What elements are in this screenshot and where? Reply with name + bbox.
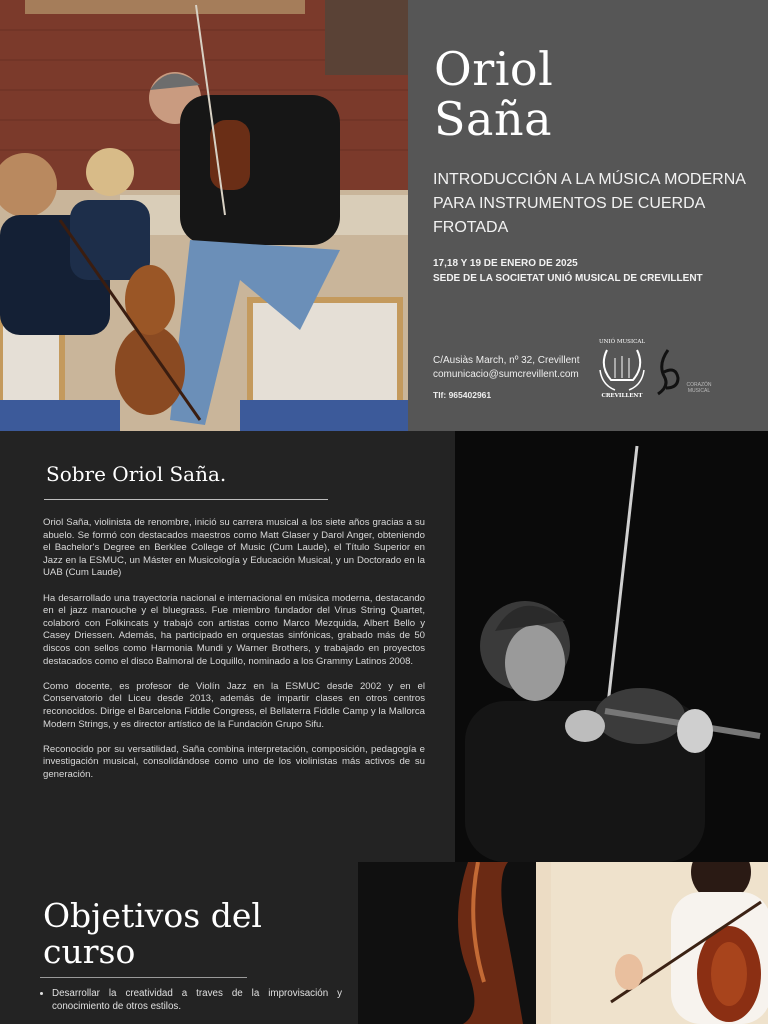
about-paragraph: Reconocido por su versatilidad, Saña combina interpretación, composición, pedagogía e investigación musical, consolidándose como uno de los violinistas más activos de su generación. xyxy=(43,743,425,780)
objectives-heading-line-2: curso xyxy=(43,932,136,971)
title-line-1: Oriol xyxy=(434,42,554,96)
hero-photo-workshop xyxy=(0,0,408,431)
event-venue: SEDE DE LA SOCIETAT UNIÓ MUSICAL DE CREVILLENT xyxy=(433,273,703,284)
contact-email[interactable]: comunicacio@sumcrevillent.com xyxy=(433,369,579,380)
title-line-2: Saña xyxy=(434,92,552,146)
violinist-portrait xyxy=(455,431,768,862)
corazon-musical-logo xyxy=(650,348,720,400)
portrait-illustration xyxy=(455,431,768,862)
objective-item: • Desarrollar la creatividad a traves de la improvisación y conocimiento de otros estilos. xyxy=(52,987,342,1013)
objectives-divider xyxy=(40,977,247,978)
about-body xyxy=(43,517,425,794)
about-paragraph: Ha desarrollado una trayectoria nacional e internacional en música moderna, destacando en el jazz manouche y el bluegrass. Fue miembro fundador del Virus String Quartet, colaboró con Folkincats y trabajó con artistas como Marco Mezquida, Albert Bello y Casey Driessen. Además, ha participado en orquestas sinfónicas, grabado más de 50 discos con sellos como Harmonia Mundi y Warner Brothers, y trabajado en proyectos destacados como el disco Balmoral de Loquillo, nominado a los Grammy Latinos 2008. xyxy=(43,592,425,667)
about-paragraph: Oriol Saña, violinista de renombre, inició su carrera musical a los siete años gracias a su abuelo. Se formó con destacados maestros como Matt Glaser y Darol Anger, obteniendo el Bachelor's Degree en Berklee College of Music (Cum Laude), el Título Superior en Jazz en la ESMUC, un Máster en Musicología y Educación Musical, y un Doctorado en la UAB (Cum Laude) xyxy=(43,517,425,579)
objectives-list xyxy=(42,987,342,1013)
logo-unio-top-text: UNIÓ MUSICAL xyxy=(599,339,645,345)
event-dates-venue xyxy=(433,256,753,286)
workshop-illustration xyxy=(0,0,408,431)
contact-address: C/Ausiàs March, nº 32, Crevillent xyxy=(433,355,580,366)
contact-info xyxy=(433,354,579,402)
child-violin-illustration xyxy=(551,862,768,1024)
event-dates: 17,18 Y 19 DE ENERO DE 2025 xyxy=(433,258,578,269)
logo-unio-bottom-text: CREVILLENT xyxy=(601,393,643,399)
course-title xyxy=(434,44,553,144)
objectives-heading-line-1: Objetivos del xyxy=(43,896,262,935)
violin-scroll-illustration xyxy=(358,862,551,1024)
child-violin-photo xyxy=(551,862,768,1024)
about-heading: Sobre Oriol Saña. xyxy=(46,462,227,486)
logo-corazon-text: CORAZÓN MUSICAL xyxy=(686,382,712,394)
objectives-heading xyxy=(43,898,343,970)
about-divider xyxy=(44,499,328,500)
contact-phone: Tlf: 965402961 xyxy=(433,390,492,400)
about-paragraph: Como docente, es profesor de Violín Jazz en la ESMUC desde 2002 y en el Conservatorio del Liceu desde 2013, además de impartir clases en otros centros reconocidos. Dirige el Barcelona Fiddle Congress, el Bellaterra Fiddle Camp y la Mallorca Modern Strings, y es director artístico de la Fundación Grupo Sifu. xyxy=(43,680,425,730)
violin-scroll-photo xyxy=(358,862,551,1024)
unio-musical-logo xyxy=(595,340,649,402)
course-subtitle: INTRODUCCIÓN A LA MÚSICA MODERNA PARA INSTRUMENTOS DE CUERDA FROTADA xyxy=(433,171,746,236)
